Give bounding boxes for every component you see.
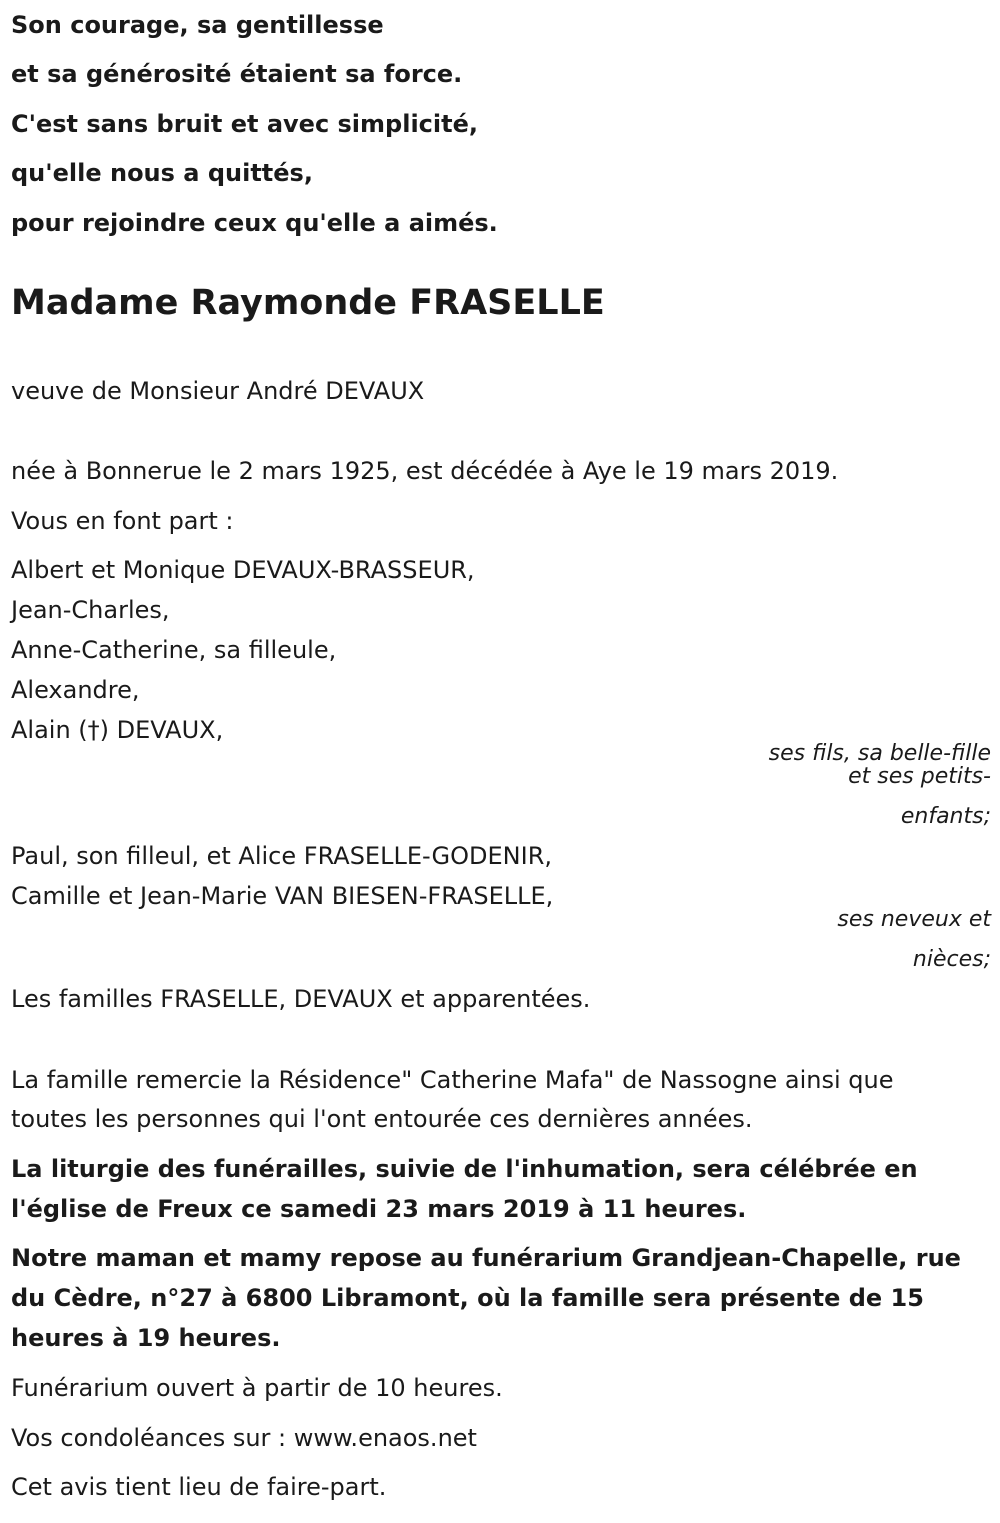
relation-label: ses neveux et	[837, 907, 991, 932]
family-member: Anne-Catherine, sa filleule,	[11, 636, 337, 664]
relation-label: ses fils, sa belle-fille	[768, 741, 991, 766]
family-member: Paul, son filleul, et Alice FRASELLE-GODENIR,	[11, 842, 553, 870]
family-member: Camille et Jean-Marie VAN BIESEN-FRASELLE,	[11, 882, 554, 910]
birth-death: née à Bonnerue le 2 mars 1925, est décédée à Aye le 19 mars 2019.	[11, 457, 839, 485]
relation-label: et ses petits-	[848, 764, 991, 789]
funerarium-line: heures à 19 heures.	[11, 1324, 281, 1352]
family-member: Alexandre,	[11, 676, 140, 704]
funerarium-line: Notre maman et mamy repose au funérarium Grandjean-Chapelle, rue	[11, 1244, 961, 1272]
thanks-line: La famille remercie la Résidence" Catherine Mafa" de Nassogne ainsi que	[11, 1066, 894, 1094]
intro-text: Vous en font part :	[11, 507, 234, 535]
poem-line: pour rejoindre ceux qu'elle a aimés.	[11, 209, 498, 237]
notice-line: Cet avis tient lieu de faire-part.	[11, 1473, 387, 1501]
families-line: Les familles FRASELLE, DEVAUX et apparentées.	[11, 985, 591, 1013]
thanks-line: toutes les personnes qui l'ont entourée ces dernières années.	[11, 1105, 753, 1133]
relation-label: nièces;	[912, 947, 991, 972]
poem-line: qu'elle nous a quittés,	[11, 159, 313, 187]
poem-line: Son courage, sa gentillesse	[11, 11, 384, 39]
family-member: Albert et Monique DEVAUX-BRASSEUR,	[11, 556, 475, 584]
funerarium-line: du Cèdre, n°27 à 6800 Libramont, où la famille sera présente de 15	[11, 1284, 924, 1312]
relation-label: enfants;	[900, 804, 991, 829]
family-member: Alain (†) DEVAUX,	[11, 716, 224, 744]
liturgy-line: l'église de Freux ce samedi 23 mars 2019 à 11 heures.	[11, 1195, 747, 1223]
liturgy-line: La liturgie des funérailles, suivie de l'inhumation, sera célébrée en	[11, 1155, 918, 1183]
condolences-line: Vos condoléances sur : www.enaos.net	[11, 1424, 477, 1452]
widow-of: veuve de Monsieur André DEVAUX	[11, 377, 425, 405]
opening-hours: Funérarium ouvert à partir de 10 heures.	[11, 1374, 503, 1402]
poem-line: C'est sans bruit et avec simplicité,	[11, 110, 478, 138]
deceased-name: Madame Raymonde FRASELLE	[11, 283, 605, 323]
poem-line: et sa générosité étaient sa force.	[11, 60, 463, 88]
family-member: Jean-Charles,	[11, 596, 170, 624]
